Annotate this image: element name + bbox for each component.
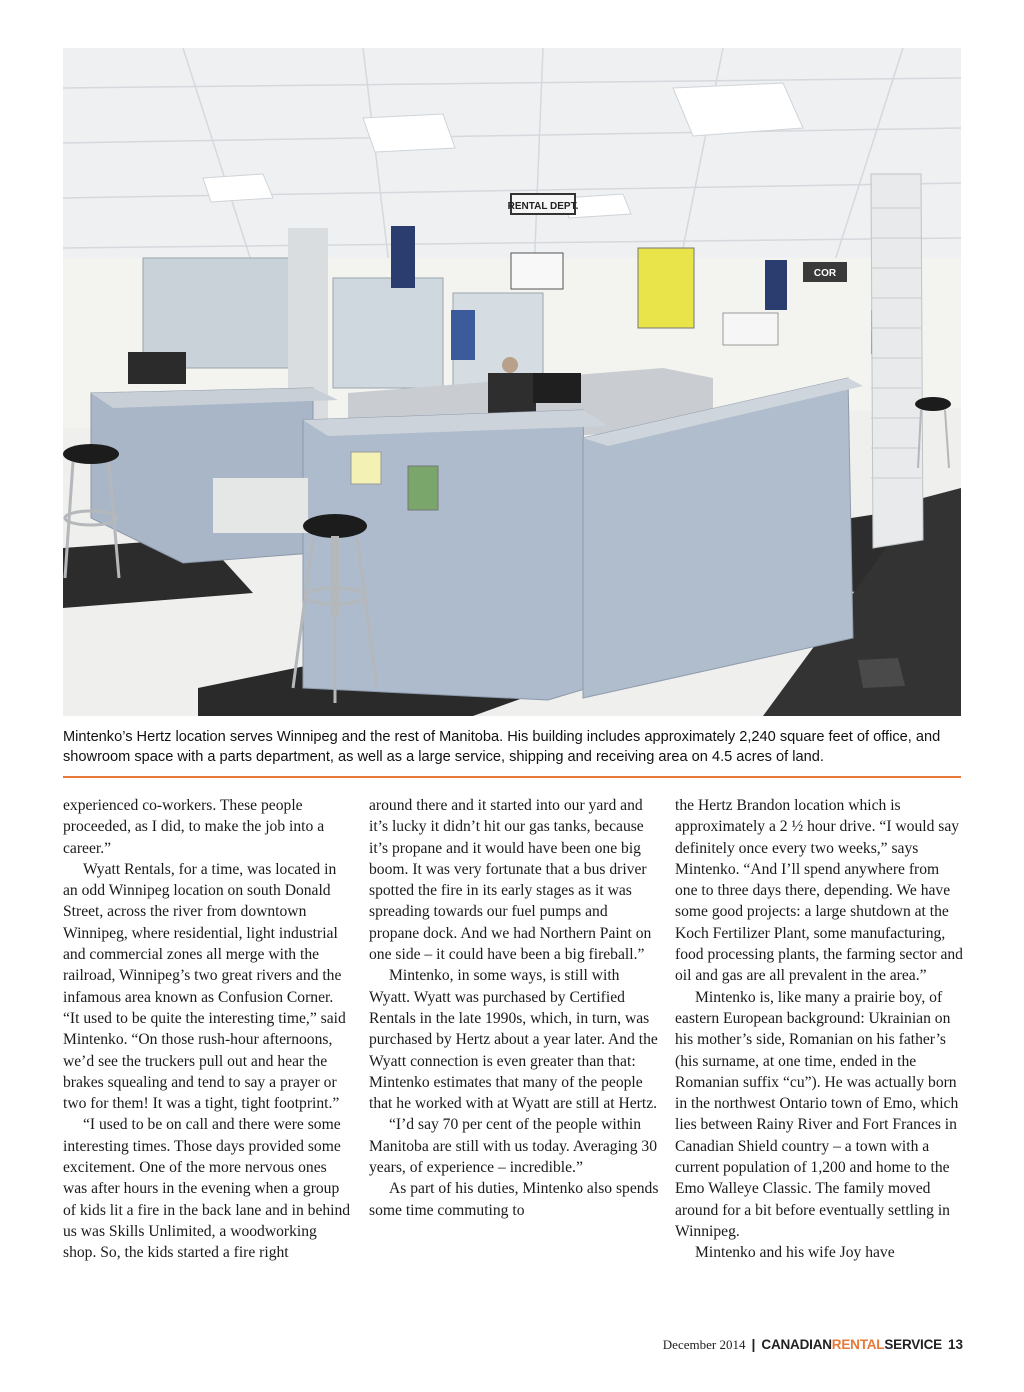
paragraph: Mintenko, in some ways, is still with Wyatt. Wyatt was purchased by Certified Rentals in the late 1990s, which, in turn, was purchased by Hertz about a year later. And the Wyatt connection is even greater than that: Mintenko estimates that many of the people that he worked with at Wyatt are still at Hertz. — [369, 967, 658, 1113]
brand-service: SERVICE — [884, 1337, 942, 1352]
text-column-3 — [675, 795, 965, 1264]
brand-rental: RENTAL — [831, 1337, 885, 1352]
cor-sign: COR — [813, 268, 837, 279]
brand-canadian: CANADIAN — [761, 1337, 832, 1352]
paragraph: around there and it started into our yard and it’s lucky it didn’t hit our gas tanks, because it’s propane and it would have been one big boom. It was very fortunate that a bus driver spotted the fire in its early stages as it was spreading towards our fuel pumps and propane dock. And we had Northern Paint on one side – it could have been a big fireball.” — [369, 797, 652, 964]
office-photo — [63, 48, 961, 716]
rental-dept-sign: RENTAL DEPT. — [507, 201, 579, 212]
paragraph: “I’d say 70 per cent of the people within Manitoba are still with us today. Averaging 30 years, of experience – incredible.” — [369, 1116, 657, 1177]
magazine-brand — [761, 1337, 942, 1352]
photo-caption: Mintenko’s Hertz location serves Winnipeg and the rest of Manitoba. His building includes approximately 2,240 square feet of office, and showroom space with a parts department, as well as a large service, shipping and receiving area on 4.5 acres of land. — [63, 729, 941, 765]
text-column-1 — [63, 795, 353, 1264]
paragraph: “I used to be on call and there were some interesting times. Those days provided some excitement. One of the more nervous ones was after hours in the evening when a group of kids lit a fire in the back lane and in behind us was Skills Unlimited, a woodworking shop. So, the kids started a fire right — [63, 1116, 351, 1262]
page-footer — [663, 1336, 963, 1356]
paragraph: Mintenko and his wife Joy have — [695, 1244, 895, 1262]
paragraph: Wyatt Rentals, for a time, was located in an odd Winnipeg location on south Donald Street, across the river from downtown Winnipeg, where residential, light industrial and commercial zones all merge with the railroad, Winnipeg’s two great rivers and the infamous area known as Confusion Corner. “It used to be quite the interesting time,” said Mintenko. “On those rush-hour afternoons, we’d see the truckers pull out and hear the brakes squealing and tend to say a prayer or two for them! It was a tight, tight footprint.” — [63, 860, 346, 1113]
paragraph: the Hertz Brandon location which is approximately a 2 ½ hour drive. “I would say definitely once every two weeks,” says Mintenko. “And I’ll spend anywhere from one to three days there, depending. We have some good projects: a large shutdown at the Koch Fertilizer Plant, some manufacturing, food processing plants, the farming sector and oil and gas are all prevalent in the area.” — [675, 797, 963, 985]
issue-date: December 2014 — [662, 1337, 746, 1352]
text-column-2 — [369, 795, 659, 1221]
paragraph: experienced co-workers. These people proceeded, as I did, to make the job into a career.” — [63, 797, 325, 857]
page-number: 13 — [947, 1337, 963, 1352]
caption-divider — [63, 776, 961, 778]
paragraph: Mintenko is, like many a prairie boy, of eastern European background: Ukrainian on his mother’s side, Romanian on his father’s (his surname, at one time, ended in the Romanian suffix “cu”). He was actually born in the northwest Ontario town of Emo, which lies between Rainy River and Fort Frances in Canadian Shield country – a town with a current population of 1,200 and home to the Emo Walleye Classic. The family moved around for a bit before eventually settling in Winnipeg. — [675, 988, 959, 1240]
paragraph: As part of his duties, Mintenko also spends some time commuting to — [369, 1180, 659, 1219]
footer-separator: | — [751, 1336, 756, 1352]
